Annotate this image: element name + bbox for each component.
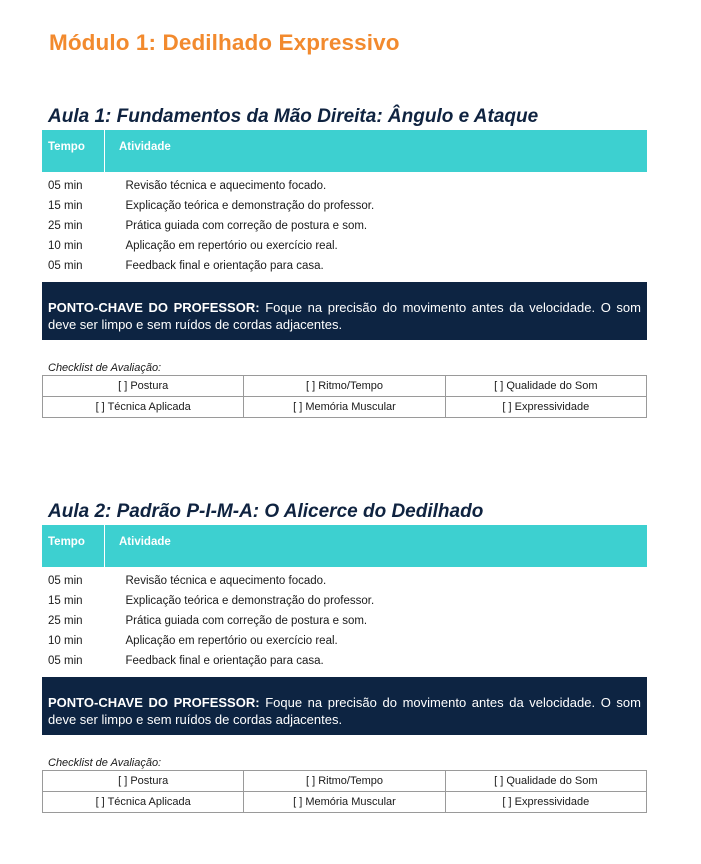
table-header-row bbox=[42, 130, 647, 172]
checklist-item-memoria[interactable]: [ ] Memória Muscular bbox=[244, 792, 445, 813]
table-row bbox=[42, 591, 647, 611]
row-time: 05 min bbox=[48, 575, 83, 587]
row-activity: Explicação teórica e demonstração do professor. bbox=[125, 595, 375, 607]
row-time: 15 min bbox=[48, 200, 83, 212]
row-activity: Explicação teórica e demonstração do professor. bbox=[125, 200, 375, 212]
checklist-item-ritmo[interactable]: [ ] Ritmo/Tempo bbox=[244, 376, 445, 397]
module-title: Módulo 1: Dedilhado Expressivo bbox=[49, 30, 400, 55]
row-activity: Revisão técnica e aquecimento focado. bbox=[125, 575, 327, 587]
row-activity: Revisão técnica e aquecimento focado. bbox=[125, 180, 327, 192]
checklist-item-memoria[interactable]: [ ] Memória Muscular bbox=[244, 397, 445, 418]
row-time: 05 min bbox=[48, 260, 83, 272]
keypoint-label: PONTO-CHAVE DO PROFESSOR: bbox=[48, 695, 260, 710]
evaluation-checklist bbox=[42, 375, 647, 418]
checklist-item-qualidade-som[interactable]: [ ] Qualidade do Som bbox=[445, 771, 646, 792]
table-row bbox=[42, 236, 647, 256]
checklist-item-tecnica[interactable]: [ ] Técnica Aplicada bbox=[43, 397, 244, 418]
table-row bbox=[42, 611, 647, 631]
row-activity: Prática guiada com correção de postura e som. bbox=[125, 220, 368, 232]
evaluation-checklist bbox=[42, 770, 647, 813]
table-row bbox=[42, 172, 647, 196]
row-activity: Feedback final e orientação para casa. bbox=[125, 260, 324, 272]
checklist-row bbox=[43, 376, 647, 397]
row-activity: Prática guiada com correção de postura e som. bbox=[125, 615, 368, 627]
row-time: 25 min bbox=[48, 615, 83, 627]
checklist-row bbox=[43, 792, 647, 813]
header-time: Tempo bbox=[42, 525, 105, 567]
table-row bbox=[42, 196, 647, 216]
lesson-title: Aula 1: Fundamentos da Mão Direita: Ângulo e Ataque bbox=[48, 106, 539, 127]
row-time: 15 min bbox=[48, 595, 83, 607]
checklist-item-expressividade[interactable]: [ ] Expressividade bbox=[445, 792, 646, 813]
lesson-1 bbox=[42, 103, 647, 418]
keypoint-text: Foque na precisão do movimento antes da velocidade. O som deve ser limpo e sem ruídos de cordas adjacentes. bbox=[48, 300, 641, 332]
lesson-2 bbox=[42, 498, 647, 813]
keypoint-text: Foque na precisão do movimento antes da velocidade. O som deve ser limpo e sem ruídos de cordas adjacentes. bbox=[48, 695, 641, 727]
checklist-label: Checklist de Avaliação: bbox=[48, 362, 162, 374]
header-time: Tempo bbox=[42, 130, 105, 172]
header-activity: Atividade bbox=[105, 525, 648, 567]
row-time: 10 min bbox=[48, 635, 83, 647]
keypoint-label: PONTO-CHAVE DO PROFESSOR: bbox=[48, 300, 260, 315]
row-activity: Feedback final e orientação para casa. bbox=[125, 655, 324, 667]
row-time: 10 min bbox=[48, 240, 83, 252]
row-time: 05 min bbox=[48, 655, 83, 667]
checklist-row bbox=[43, 771, 647, 792]
table-row bbox=[42, 567, 647, 591]
table-row bbox=[42, 651, 647, 671]
schedule-table bbox=[42, 130, 647, 276]
checklist-item-postura[interactable]: [ ] Postura bbox=[43, 771, 244, 792]
table-row bbox=[42, 631, 647, 651]
row-activity: Aplicação em repertório ou exercício real. bbox=[125, 240, 338, 252]
checklist-item-qualidade-som[interactable]: [ ] Qualidade do Som bbox=[445, 376, 646, 397]
checklist-item-tecnica[interactable]: [ ] Técnica Aplicada bbox=[43, 792, 244, 813]
checklist-row bbox=[43, 397, 647, 418]
table-header-row bbox=[42, 525, 647, 567]
row-time: 25 min bbox=[48, 220, 83, 232]
lesson-title: Aula 2: Padrão P-I-M-A: O Alicerce do Dedilhado bbox=[48, 501, 484, 522]
checklist-item-ritmo[interactable]: [ ] Ritmo/Tempo bbox=[244, 771, 445, 792]
row-time: 05 min bbox=[48, 180, 83, 192]
table-row bbox=[42, 216, 647, 236]
checklist-item-expressividade[interactable]: [ ] Expressividade bbox=[445, 397, 646, 418]
checklist-item-postura[interactable]: [ ] Postura bbox=[43, 376, 244, 397]
header-activity: Atividade bbox=[105, 130, 648, 172]
teacher-keypoint-box bbox=[42, 677, 647, 735]
row-activity: Aplicação em repertório ou exercício real. bbox=[125, 635, 338, 647]
table-row bbox=[42, 256, 647, 276]
checklist-label: Checklist de Avaliação: bbox=[48, 757, 162, 769]
schedule-table bbox=[42, 525, 647, 671]
teacher-keypoint-box bbox=[42, 282, 647, 340]
